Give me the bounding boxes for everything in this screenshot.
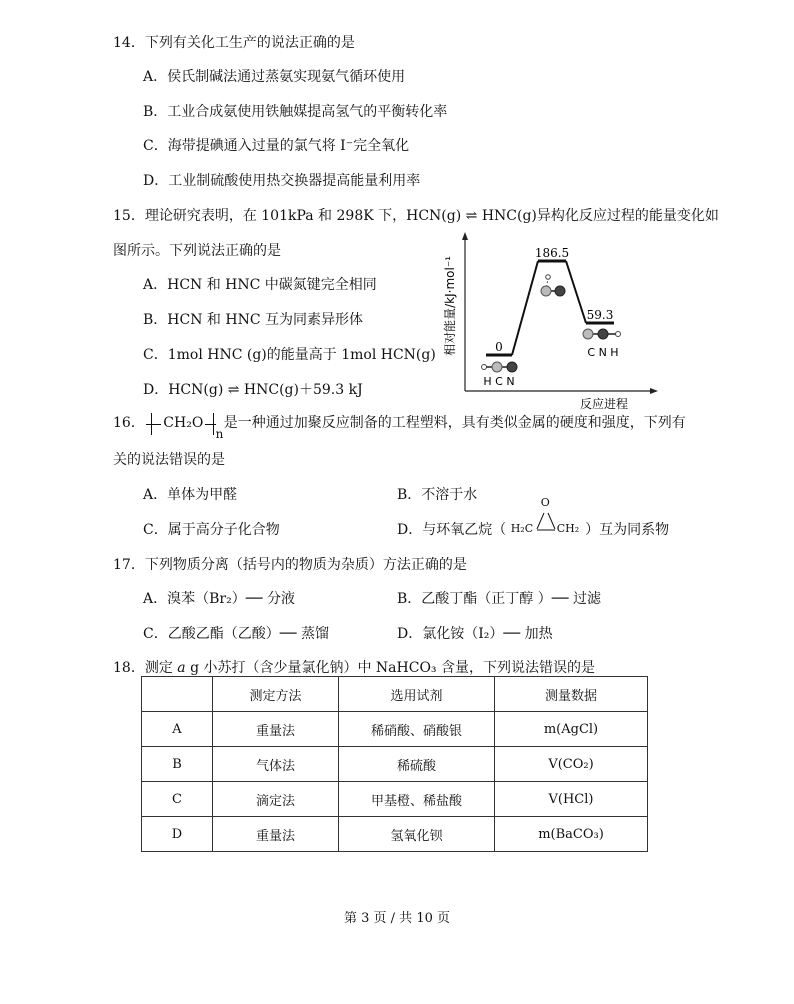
q17-option-a: A．溴苯（Br₂）── 分液 xyxy=(143,591,296,607)
transition-state-molecule-icon xyxy=(541,275,565,296)
q17-option-d: D．氯化铵（I₂）── 加热 xyxy=(397,626,553,642)
q17-option-b: B．乙酸丁酯（正丁醇 ）── 过滤 xyxy=(397,591,602,607)
table-cell: V(HCl) xyxy=(495,782,648,817)
q18-stem-post: g 小苏打（含少量氯化钠）中 NaHCO₃ 含量，下列说法错误的是 xyxy=(185,660,595,676)
table-header-cell: 选用试剂 xyxy=(339,677,495,712)
curve-up xyxy=(512,261,538,355)
q17-stem: 17．下列物质分离（括号内的物质为杂质）方法正确的是 xyxy=(113,557,467,573)
table-row xyxy=(142,712,648,747)
q16-option-d-post: ）互为同系物 xyxy=(585,522,670,538)
polymer-monomer-formula: CH₂O xyxy=(163,415,204,431)
q15-stem-line2: 图所示。下列说法正确的是 xyxy=(113,243,281,259)
table-cell: V(CO₂) xyxy=(495,747,648,782)
hcn-atom-labels: H C N xyxy=(483,375,515,388)
q16-option-d xyxy=(397,496,670,539)
q14-option-d: D．工业制硫酸使用热交换器提高能量利用率 xyxy=(143,173,421,189)
q16-option-a: A．单体为甲醛 xyxy=(143,487,238,503)
q15-option-d: D．HCN(g) ⇌ HNC(g)＋59.3 kJ xyxy=(143,382,363,398)
q18-stem xyxy=(113,657,595,677)
x-axis-arrow xyxy=(650,388,658,394)
epoxide-right-ch2: CH₂ xyxy=(556,522,580,535)
table-cell: C xyxy=(142,782,213,817)
table-cell: A xyxy=(142,712,213,747)
table-header-cell xyxy=(142,677,213,712)
level-start-value: 0 xyxy=(495,340,503,354)
y-axis-label: 相对能量/kJ·mol⁻¹ xyxy=(443,256,457,356)
table-row xyxy=(142,747,648,782)
hcn-molecule-icon xyxy=(482,362,518,372)
table-cell: 重量法 xyxy=(213,712,339,747)
table-cell: m(AgCl) xyxy=(495,712,648,747)
q17-option-c: C．乙酸乙酯（乙酸）── 蒸馏 xyxy=(143,626,330,642)
table-cell: 甲基橙、稀盐酸 xyxy=(339,782,495,817)
hnc-molecule-icon xyxy=(583,329,621,339)
level-ts-value: 186.5 xyxy=(534,246,570,260)
table-header-cell: 测定方法 xyxy=(213,677,339,712)
q14-option-c: C．海带提碘通入过量的氯气将 I⁻完全氧化 xyxy=(143,138,410,154)
table-cell: 稀硝酸、硝酸银 xyxy=(339,712,495,747)
q14-stem: 14．下列有关化工生产的说法正确的是 xyxy=(113,35,355,51)
q18-stem-variable: a xyxy=(177,660,186,676)
table-header-row xyxy=(142,677,648,712)
polymer-structure xyxy=(149,415,224,441)
table-cell: 气体法 xyxy=(213,747,339,782)
table-row xyxy=(142,782,648,817)
q15-option-c: C．1mol HNC (g)的能量高于 1mol HCN(g) xyxy=(143,347,436,363)
x-axis-label: 反应进程 xyxy=(580,397,629,411)
q16-stem-line1 xyxy=(113,412,686,441)
polymer-subscript-n: n xyxy=(215,427,224,441)
q16-option-d-pre: D．与环氧乙烷（ xyxy=(397,522,507,538)
q18-stem-pre: 18．测定 xyxy=(113,660,178,676)
table-header-cell: 测量数据 xyxy=(495,677,648,712)
epoxide-oxygen: O xyxy=(540,496,550,509)
q18-table xyxy=(141,676,648,852)
epoxide-structure xyxy=(510,496,581,539)
q15-option-a: A．HCN 和 HNC 中碳氮键完全相同 xyxy=(143,277,377,293)
table-cell: m(BaCO₃) xyxy=(495,817,648,852)
q14-option-b: B．工业合成氨使用铁触媒提高氢气的平衡转化率 xyxy=(143,104,448,120)
y-axis-arrow xyxy=(462,232,468,240)
hnc-atom-labels: C N H xyxy=(587,346,619,359)
table-cell: 氢氧化钡 xyxy=(339,817,495,852)
table-cell: 滴定法 xyxy=(213,782,339,817)
q16-stem-line2: 关的说法错误的是 xyxy=(113,452,225,468)
q15-stem-line1: 15．理论研究表明，在 101kPa 和 298K 下，HCN(g) ⇌ HNC(g)异构化反应过程的能量变化如 xyxy=(113,208,719,224)
table-cell: B xyxy=(142,747,213,782)
q16-option-b: B．不溶于水 xyxy=(397,487,478,503)
q16-stem-rest: 是一种通过加聚反应制备的工程塑料，具有类似金属的硬度和强度，下列有 xyxy=(223,415,686,431)
epoxide-left-ch2: H₂C xyxy=(510,522,534,535)
q15-energy-diagram xyxy=(440,228,670,413)
q16-option-c: C．属于高分子化合物 xyxy=(143,522,280,538)
page-footer: 第 3 页 / 共 10 页 xyxy=(344,911,450,926)
q15-option-b: B．HCN 和 HNC 互为同素异形体 xyxy=(143,312,363,328)
q14-option-a: A．侯氏制碱法通过蒸氨实现氨气循环使用 xyxy=(143,69,406,85)
level-end-value: 59.3 xyxy=(586,308,614,322)
table-row xyxy=(142,817,648,852)
table-cell: 重量法 xyxy=(213,817,339,852)
table-cell: 稀硫酸 xyxy=(339,747,495,782)
table-cell: D xyxy=(142,817,213,852)
curve-down xyxy=(566,261,586,323)
q16-number: 16． xyxy=(113,415,145,431)
